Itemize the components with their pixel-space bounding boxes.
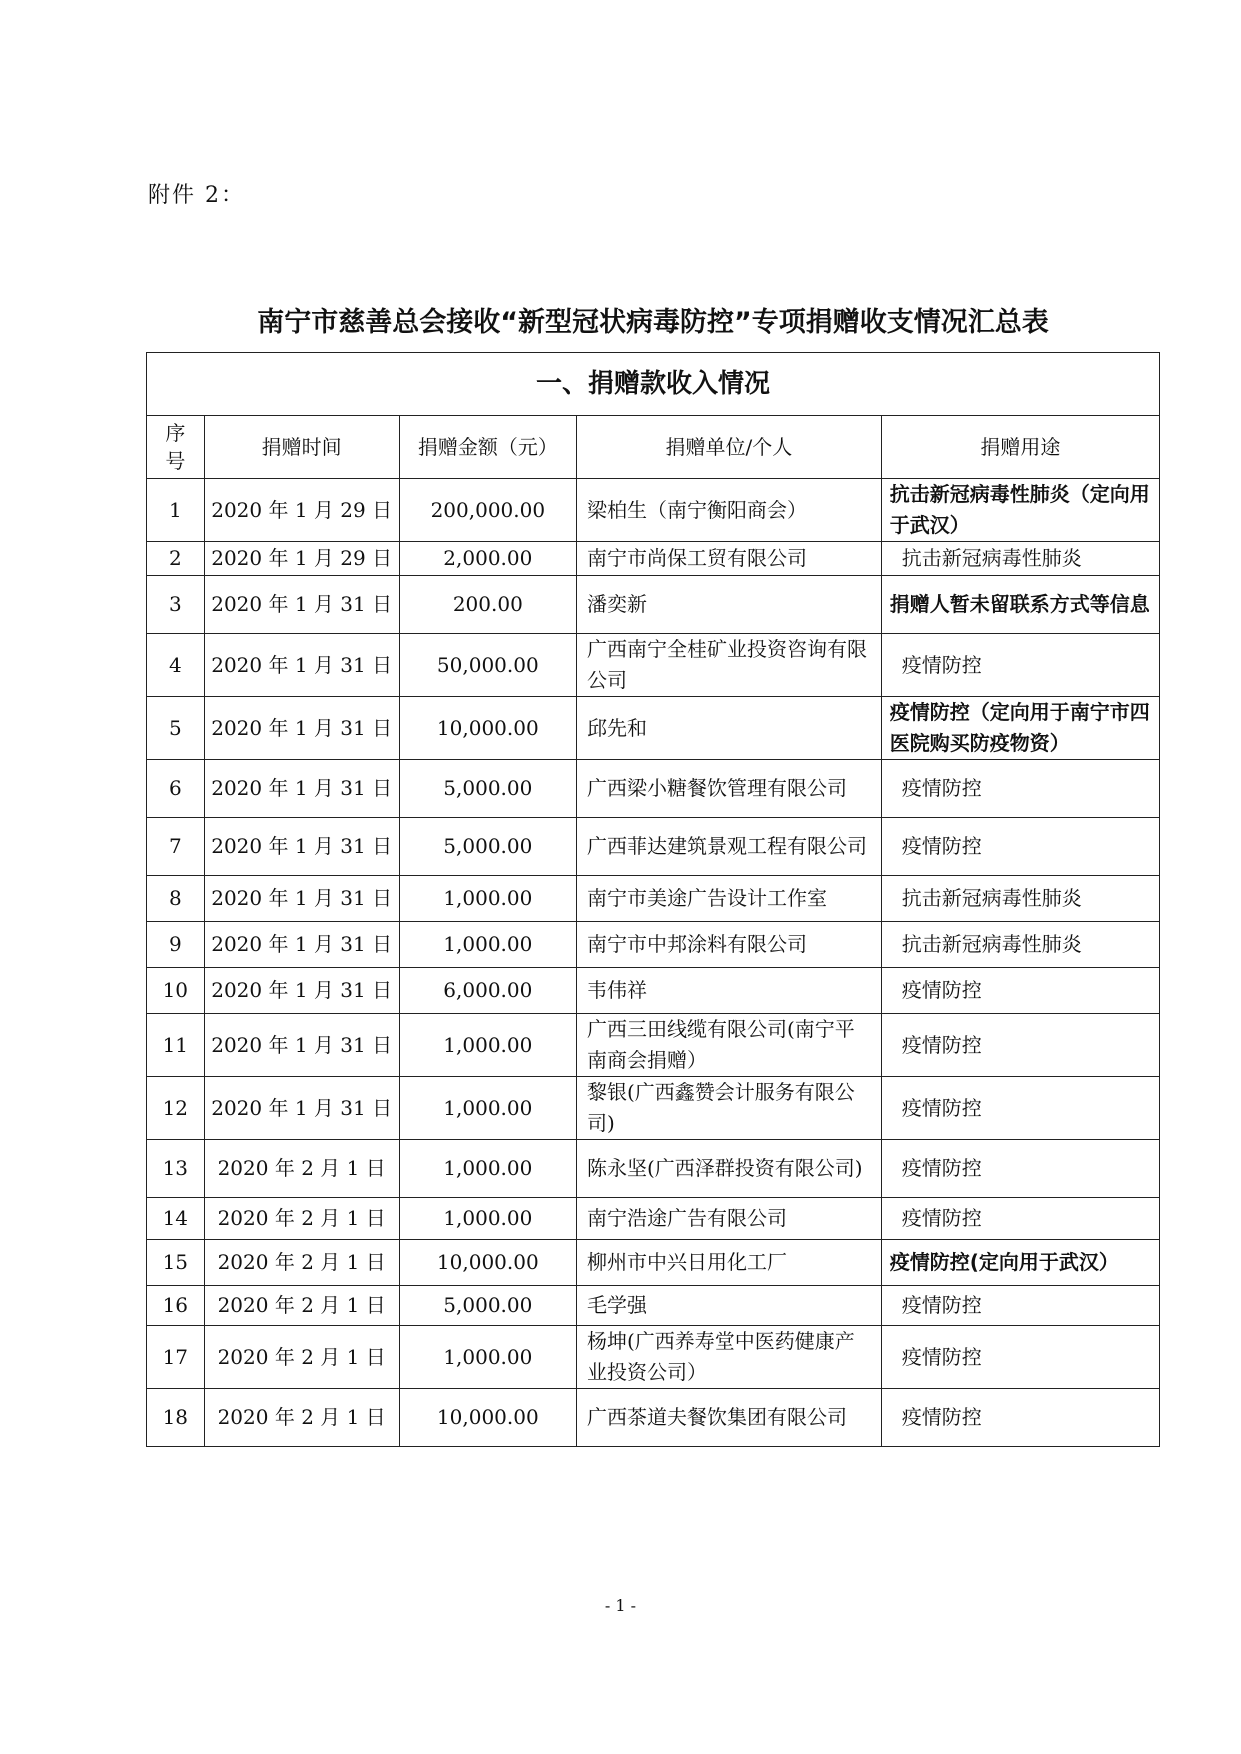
donation-amount: 50,000.00 [399, 634, 576, 697]
donor-name: 梁柏生（南宁衡阳商会） [576, 479, 881, 542]
donation-amount: 200,000.00 [399, 479, 576, 542]
page-number: - 1 - [604, 1596, 637, 1615]
donor-name: 广西菲达建筑景观工程有限公司 [576, 818, 881, 876]
donation-date: 2020 年 1 月 31 日 [204, 968, 399, 1014]
row-number: 15 [147, 1240, 205, 1286]
table-row [147, 922, 1160, 968]
donation-usage: 疫情防控 [881, 760, 1159, 818]
donation-date: 2020 年 1 月 31 日 [204, 697, 399, 760]
table-row [147, 1077, 1160, 1140]
donor-name: 广西梁小糖餐饮管理有限公司 [576, 760, 881, 818]
donor-name: 潘奕新 [576, 576, 881, 634]
row-number: 18 [147, 1389, 205, 1447]
donor-name: 陈永坚(广西泽群投资有限公司) [576, 1140, 881, 1198]
donation-amount: 1,000.00 [399, 922, 576, 968]
donor-name: 南宁浩途广告有限公司 [576, 1198, 881, 1240]
table-row [147, 1326, 1160, 1389]
donor-name: 韦伟祥 [576, 968, 881, 1014]
donation-date: 2020 年 1 月 31 日 [204, 818, 399, 876]
row-number: 5 [147, 697, 205, 760]
donation-amount: 10,000.00 [399, 1389, 576, 1447]
column-header-date: 捐赠时间 [204, 416, 399, 479]
donation-date: 2020 年 2 月 1 日 [204, 1389, 399, 1447]
row-number: 14 [147, 1198, 205, 1240]
donation-usage: 疫情防控 [881, 968, 1159, 1014]
donation-date: 2020 年 2 月 1 日 [204, 1198, 399, 1240]
donation-date: 2020 年 1 月 31 日 [204, 1077, 399, 1140]
attachment-label: 附件 2： [148, 183, 245, 208]
row-number: 7 [147, 818, 205, 876]
donation-amount: 5,000.00 [399, 760, 576, 818]
table-row [147, 542, 1160, 576]
table-row [147, 1198, 1160, 1240]
donor-name: 邱先和 [576, 697, 881, 760]
row-number: 6 [147, 760, 205, 818]
donation-date: 2020 年 2 月 1 日 [204, 1286, 399, 1326]
donation-amount: 1,000.00 [399, 876, 576, 922]
column-header-donor: 捐赠单位/个人 [576, 416, 881, 479]
donation-amount: 10,000.00 [399, 697, 576, 760]
row-number: 11 [147, 1014, 205, 1077]
donation-usage: 疫情防控(定向用于武汉） [881, 1240, 1159, 1286]
donor-name: 黎银(广西鑫赞会计服务有限公司) [576, 1077, 881, 1140]
donation-date: 2020 年 2 月 1 日 [204, 1326, 399, 1389]
table-row [147, 1240, 1160, 1286]
column-header-usage: 捐赠用途 [881, 416, 1159, 479]
donor-name: 南宁市美途广告设计工作室 [576, 876, 881, 922]
table-row [147, 479, 1160, 542]
donation-usage: 捐赠人暂未留联系方式等信息 [881, 576, 1159, 634]
donation-date: 2020 年 1 月 31 日 [204, 576, 399, 634]
donation-usage: 疫情防控 [881, 1326, 1159, 1389]
row-number: 1 [147, 479, 205, 542]
donation-date: 2020 年 1 月 31 日 [204, 760, 399, 818]
donation-date: 2020 年 1 月 31 日 [204, 876, 399, 922]
table-row [147, 576, 1160, 634]
donation-amount: 1,000.00 [399, 1198, 576, 1240]
column-header-no: 序 号 [147, 416, 205, 479]
document-title: 南宁市慈善总会接收“新型冠状病毒防控”专项捐赠收支情况汇总表 [257, 307, 1049, 338]
table-row [147, 1389, 1160, 1447]
column-header-amount: 捐赠金额（元） [399, 416, 576, 479]
donation-usage: 抗击新冠病毒性肺炎 [881, 542, 1159, 576]
donation-date: 2020 年 2 月 1 日 [204, 1240, 399, 1286]
table-row [147, 1140, 1160, 1198]
donor-name: 广西三田线缆有限公司(南宁平南商会捐赠） [576, 1014, 881, 1077]
donation-usage: 疫情防控 [881, 818, 1159, 876]
donation-amount: 200.00 [399, 576, 576, 634]
table-row [147, 697, 1160, 760]
row-number: 2 [147, 542, 205, 576]
table-body [147, 479, 1160, 1447]
row-number: 4 [147, 634, 205, 697]
donation-usage: 疫情防控 [881, 1140, 1159, 1198]
donation-date: 2020 年 1 月 31 日 [204, 922, 399, 968]
donation-amount: 6,000.00 [399, 968, 576, 1014]
table-row [147, 818, 1160, 876]
donation-usage: 疫情防控（定向用于南宁市四医院购买防疫物资） [881, 697, 1159, 760]
donation-usage: 疫情防控 [881, 1198, 1159, 1240]
row-number: 10 [147, 968, 205, 1014]
row-number: 16 [147, 1286, 205, 1326]
row-number: 13 [147, 1140, 205, 1198]
donor-name: 广西茶道夫餐饮集团有限公司 [576, 1389, 881, 1447]
donation-date: 2020 年 1 月 29 日 [204, 542, 399, 576]
donation-date: 2020 年 2 月 1 日 [204, 1140, 399, 1198]
row-number: 8 [147, 876, 205, 922]
donation-amount: 1,000.00 [399, 1014, 576, 1077]
donation-date: 2020 年 1 月 29 日 [204, 479, 399, 542]
donation-usage: 疫情防控 [881, 1286, 1159, 1326]
row-number: 12 [147, 1077, 205, 1140]
table-row [147, 876, 1160, 922]
donation-usage: 疫情防控 [881, 1389, 1159, 1447]
row-number: 17 [147, 1326, 205, 1389]
row-number: 3 [147, 576, 205, 634]
donor-name: 广西南宁全桂矿业投资咨询有限公司 [576, 634, 881, 697]
donor-name: 南宁市尚保工贸有限公司 [576, 542, 881, 576]
table-row [147, 760, 1160, 818]
donor-name: 杨坤(广西养寿堂中医药健康产业投资公司） [576, 1326, 881, 1389]
section-title: 一、捐赠款收入情况 [147, 353, 1160, 416]
donation-usage: 疫情防控 [881, 1077, 1159, 1140]
donation-amount: 2,000.00 [399, 542, 576, 576]
donation-usage: 抗击新冠病毒性肺炎 [881, 876, 1159, 922]
donation-usage: 疫情防控 [881, 634, 1159, 697]
donation-amount: 5,000.00 [399, 1286, 576, 1326]
donation-usage: 疫情防控 [881, 1014, 1159, 1077]
donation-amount: 1,000.00 [399, 1077, 576, 1140]
donor-name: 南宁市中邦涂料有限公司 [576, 922, 881, 968]
table-row [147, 634, 1160, 697]
table-header-row [147, 416, 1160, 479]
table-row [147, 1286, 1160, 1326]
table-row [147, 1014, 1160, 1077]
donation-amount: 5,000.00 [399, 818, 576, 876]
row-number: 9 [147, 922, 205, 968]
table-row [147, 968, 1160, 1014]
donation-usage: 抗击新冠病毒性肺炎 [881, 922, 1159, 968]
donation-usage: 抗击新冠病毒性肺炎（定向用于武汉） [881, 479, 1159, 542]
donor-name: 毛学强 [576, 1286, 881, 1326]
donation-income-table [146, 352, 1160, 1447]
donor-name: 柳州市中兴日用化工厂 [576, 1240, 881, 1286]
donation-amount: 1,000.00 [399, 1140, 576, 1198]
donation-amount: 10,000.00 [399, 1240, 576, 1286]
donation-date: 2020 年 1 月 31 日 [204, 1014, 399, 1077]
donation-amount: 1,000.00 [399, 1326, 576, 1389]
donation-date: 2020 年 1 月 31 日 [204, 634, 399, 697]
